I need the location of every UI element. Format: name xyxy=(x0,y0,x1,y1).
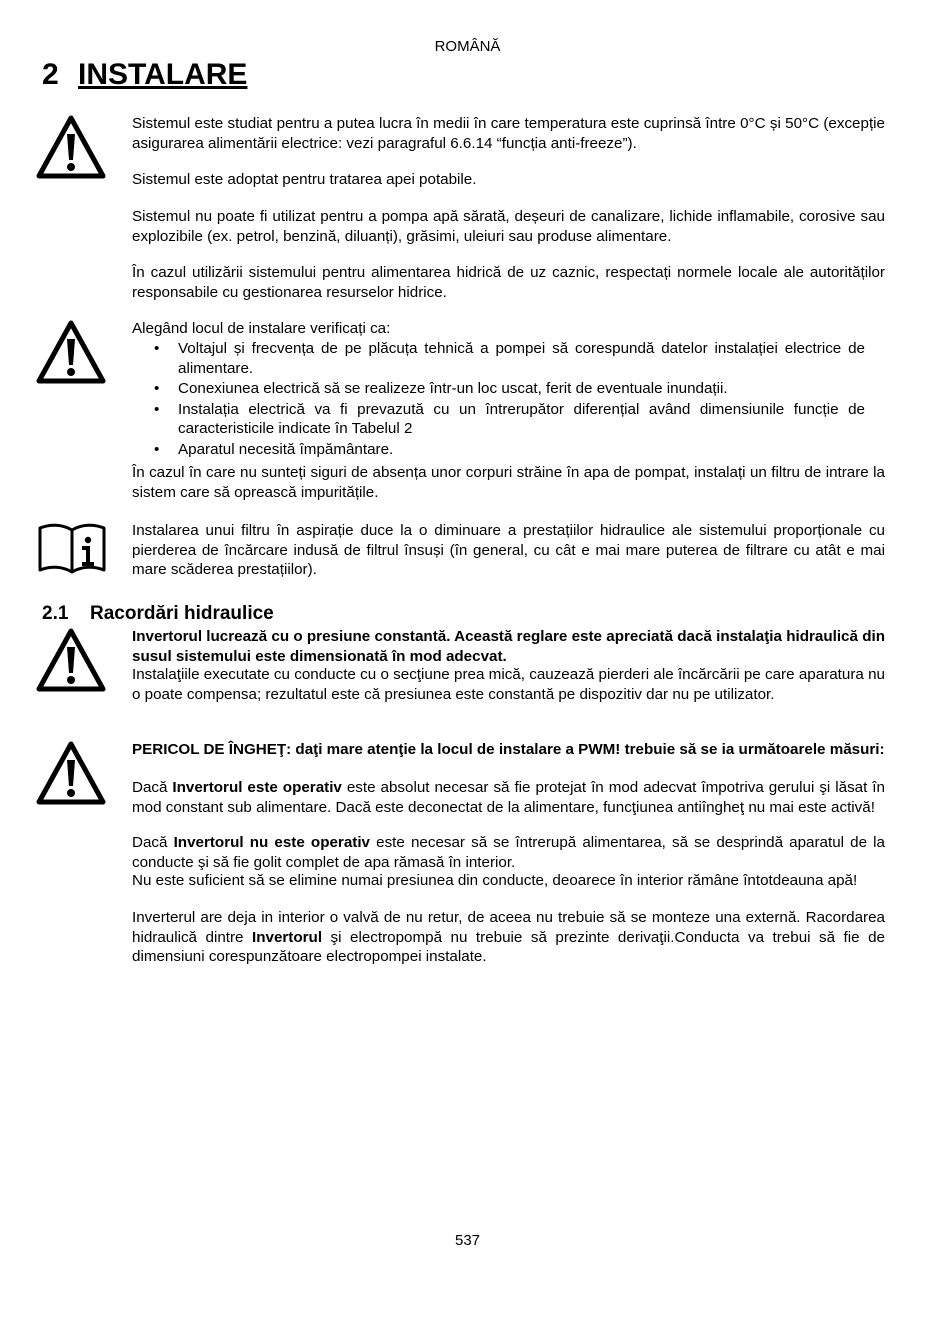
freeze-d-bold: Invertorul xyxy=(252,928,323,946)
freeze-b-post: este necesar să se întrerupă alimentarea, să se desprindă aparatul de la conducte şi să fie golit complet de apa rămasă în interior. xyxy=(132,834,885,871)
checks-list xyxy=(132,339,865,461)
subsection-heading xyxy=(42,603,274,625)
subsection-title: Racordări hidraulice xyxy=(90,603,274,624)
info-paragraph: Instalarea unui filtru în aspirație duce la o diminuare a prestațiilor hidraulice ale sistemului proporționale cu pierderea de încărcare indusă de filtrul însuși (în general, cu cât e mai mare puterea de filtrare cu atât e mai mare scăderea prestațiilor). xyxy=(132,522,885,579)
language-header: ROMÂNĂ xyxy=(434,38,501,55)
freeze-b-pre: Dacă xyxy=(132,834,174,851)
freeze-a-pre: Dacă xyxy=(132,779,173,796)
hydraulic-paragraph: Instalaţiile executate cu conducte cu o secţiune prea mică, cauzează pierderi ale încărcării pe care aparatura nu o poate compensa; rezultatul este că presiunea este constantă pe dispozitiv dar nu pe utilizator. xyxy=(132,666,885,703)
freeze-d-pre: Inverterul are deja in interior o valvă de nu retur, de aceea nu trebuie să se monteze una externă. Racordarea hidraulică dintre xyxy=(132,909,885,946)
info-manual-icon xyxy=(36,522,108,574)
intro-paragraph-4: În cazul utilizării sistemului pentru alimentarea hidrică de uz caznic, respectați normele locale ale autorităților responsabile cu gestionarea resurselor hidrice. xyxy=(132,264,885,301)
freeze-b-bold: Invertorul nu este operativ xyxy=(173,834,371,851)
checks-after: În cazul în care nu sunteți siguri de absența unor corpuri străine în apa de pompat, instalați un filtru de intrare la sistem care să oprească impuritățile. xyxy=(132,464,885,501)
section-title: INSTALARE xyxy=(78,58,248,91)
freeze-paragraph-water: Nu este suficient să se elimine numai presiunea din conducte, deoarece în interior rămâne întotdeauna apă! xyxy=(132,872,858,889)
intro-paragraph-1: Sistemul este studiat pentru a putea lucra în medii în care temperatura este cuprinsă între 0°C și 50°C (excepție asigurarea alimentării electrice: vezi paragraful 6.6.14 “funcția anti-freeze”). xyxy=(132,115,885,152)
warning-icon xyxy=(36,627,106,693)
freeze-paragraph-valve xyxy=(132,908,885,967)
freeze-d-post: şi electropompă nu trebuie să prezinte derivaţii.Conducta va trebui să fie de dimensiuni corespunzătoare electropompei instalate. xyxy=(132,928,885,966)
warning-icon xyxy=(36,740,106,806)
warning-icon xyxy=(36,114,106,180)
freeze-a-bold: Invertorul este operativ xyxy=(172,779,342,796)
list-item: • Voltajul și frecvența de pe plăcuța tehnică a pompei să corespundă datelor instalației electrice de alimentare. xyxy=(132,339,865,378)
freeze-paragraph-not-operative xyxy=(132,833,885,872)
page-number: 537 xyxy=(454,1232,481,1249)
intro-paragraph-2: Sistemul este adoptat pentru tratarea apei potabile. xyxy=(132,171,477,188)
checks-lead: Alegând locul de instalare verificați ca: xyxy=(132,320,391,337)
freeze-a-post: este absolut necesar să fie protejat în mod adecvat împotriva gerului şi lăsat în mod constant sub alimentare. Dacă este deconectat de la alimentare, funcţiunea antiîngheţ nu mai este activă! xyxy=(132,779,885,816)
list-item: • Aparatul necesită împământare. xyxy=(132,440,865,460)
section-heading xyxy=(42,58,247,92)
intro-paragraph-3: Sistemul nu poate fi utilizat pentru a pompa apă sărată, deșeuri de canalizare, lichide inflamabile, corosive sau explozibile (ex. petrol, benzină, diluanți), grăsimi, uleiuri sau produse alimentare. xyxy=(132,208,885,245)
subsection-number: 2.1 xyxy=(42,603,69,624)
warning-icon xyxy=(36,319,106,385)
freeze-paragraph-operative xyxy=(132,778,885,817)
list-item: • Instalația electrică va fi prevazută cu un întrerupător diferențial având dimensiunile funcție de caracteristicile indicate în Tabelul 2 xyxy=(132,400,865,439)
hydraulic-bold-paragraph: Invertorul lucrează cu o presiune constantă. Această reglare este apreciată dacă instalaţia hidraulică din susul sistemului este dimensionată în mod adecvat. xyxy=(132,628,885,665)
freeze-heading: PERICOL DE ÎNGHEŢ: daţi mare atenţie la locul de instalare a PWM! trebuie să se ia următoarele măsuri: xyxy=(132,741,885,758)
section-number: 2 xyxy=(42,58,59,91)
list-item: • Conexiunea electrică să se realizeze într-un loc uscat, ferit de eventuale inundații. xyxy=(132,379,865,399)
